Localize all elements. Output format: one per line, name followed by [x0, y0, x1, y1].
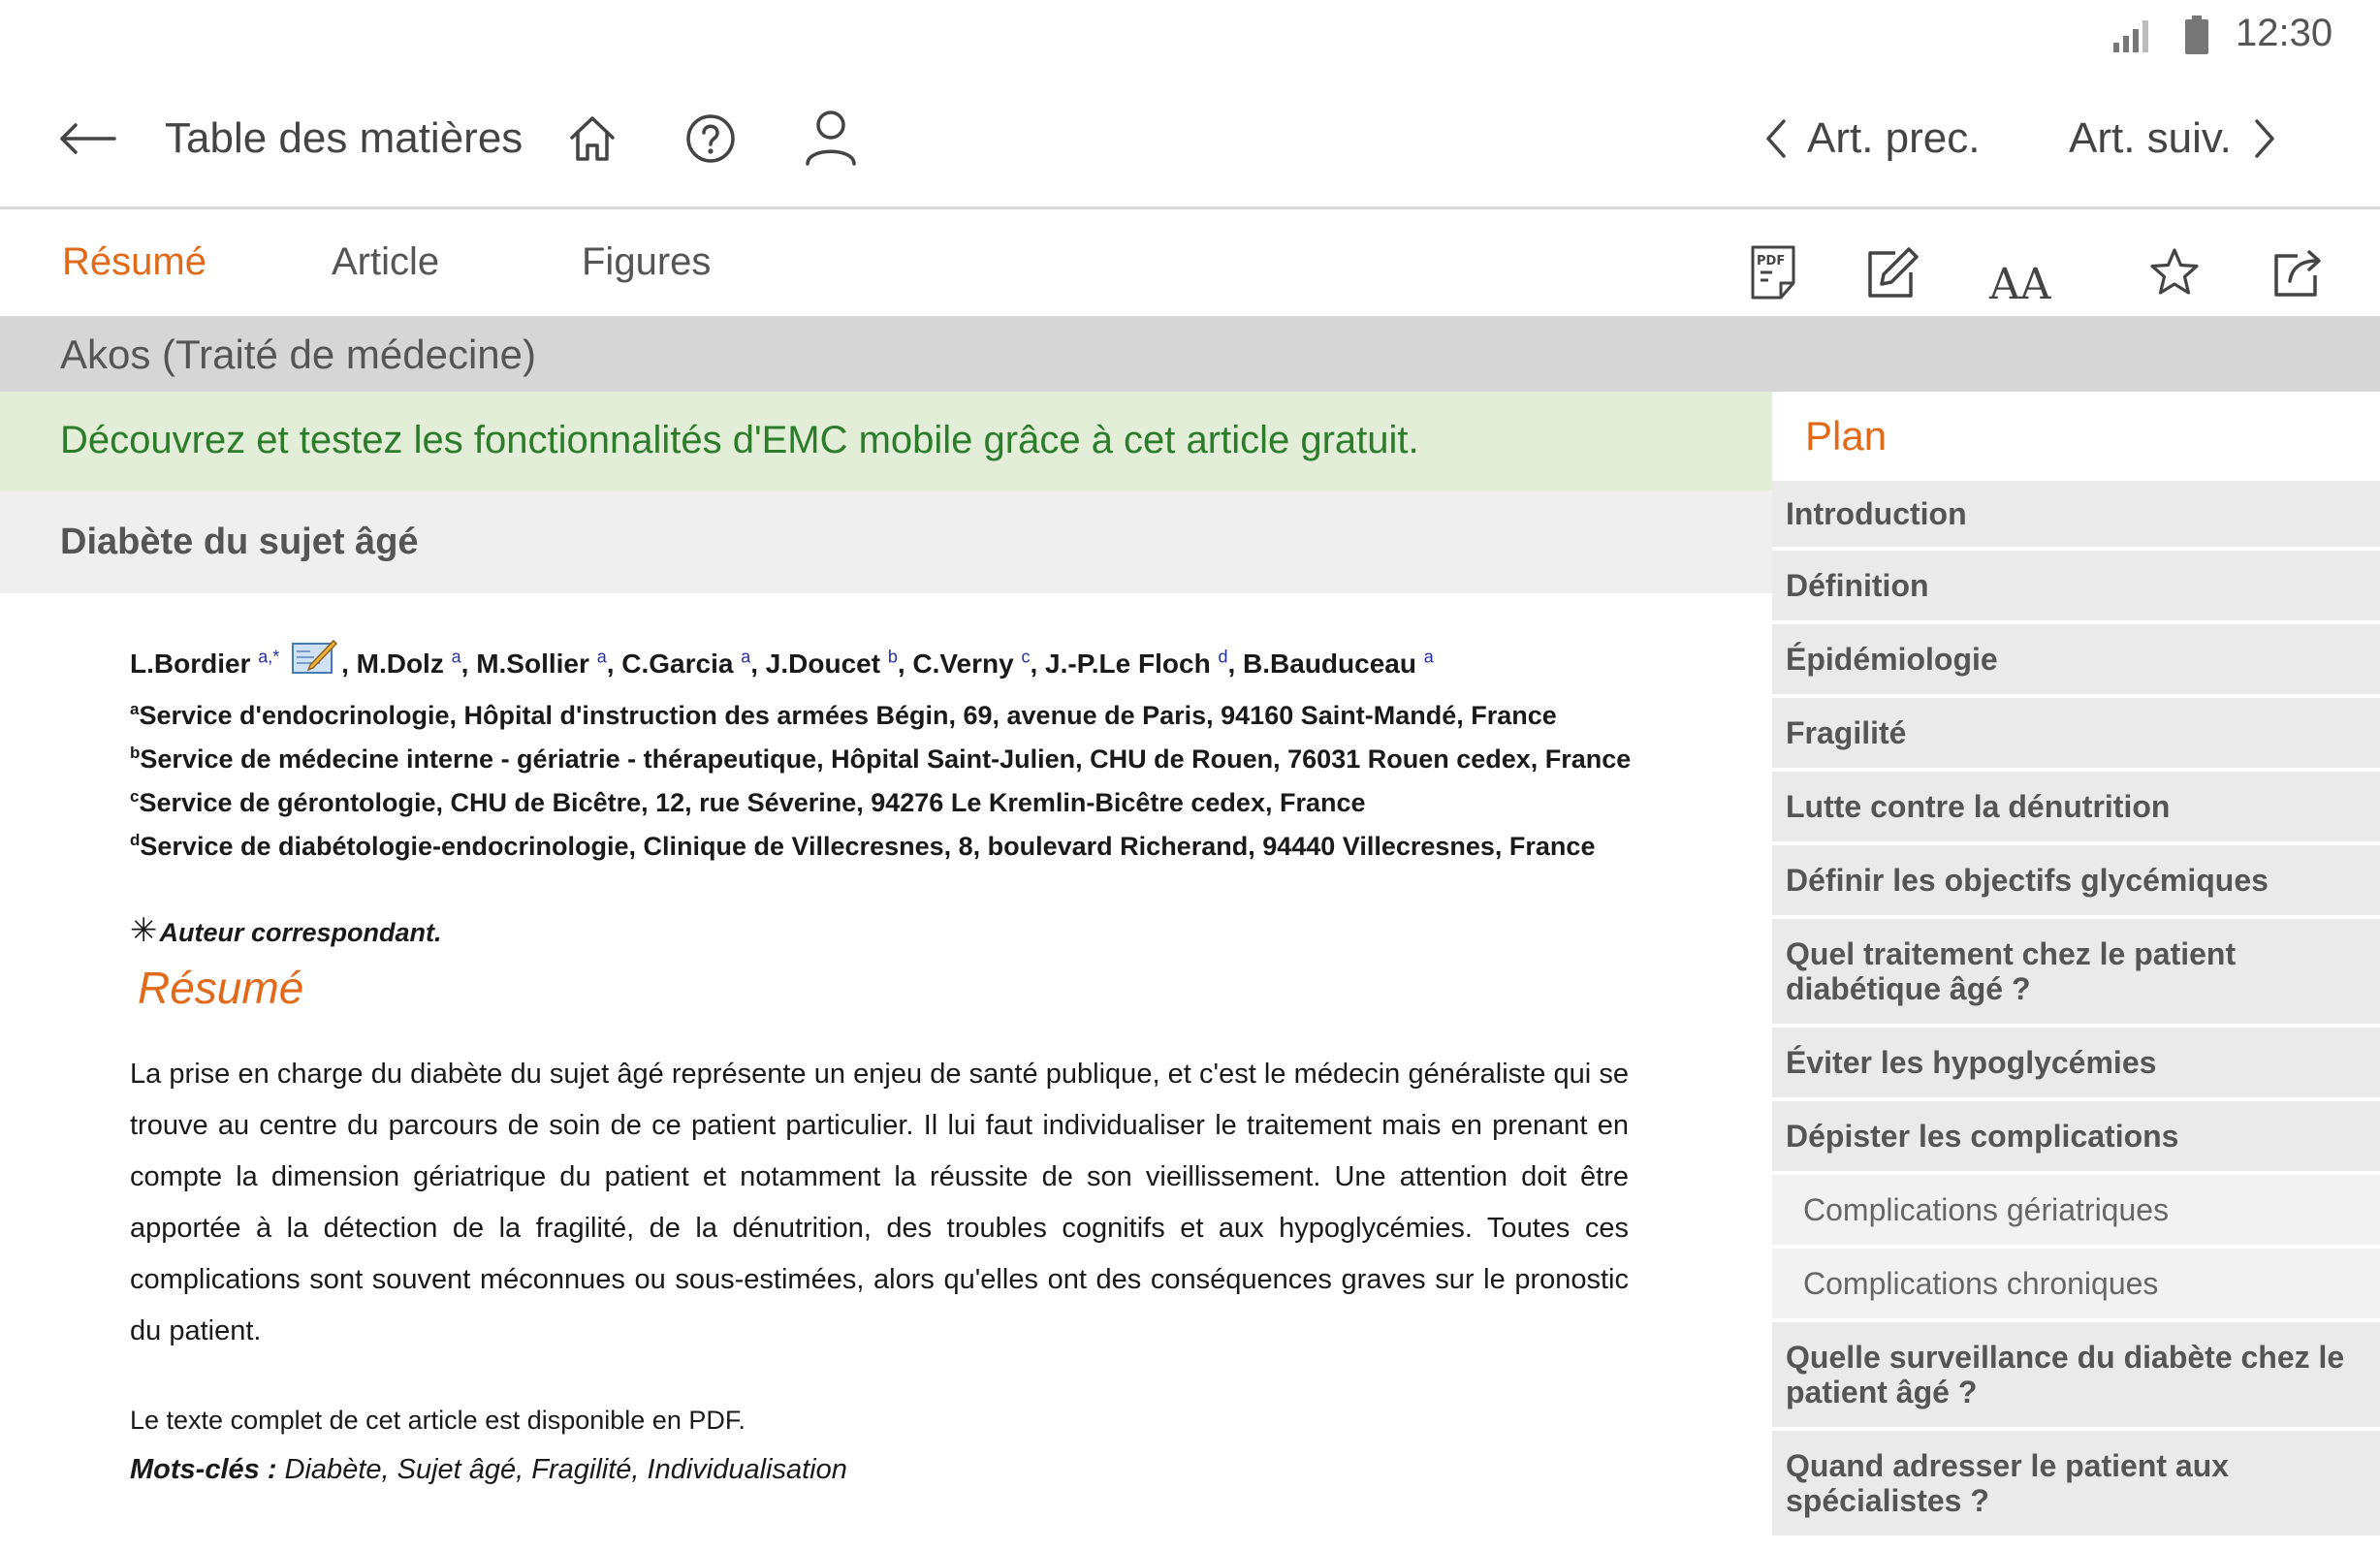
plan-item-specialistes[interactable]: Quand adresser le patient aux spécialistes ? — [1772, 1431, 2380, 1535]
affiliation-b — [130, 744, 1631, 775]
next-article-label: Art. suiv. — [2069, 114, 2232, 162]
font-size-label: AA — [1989, 260, 2051, 306]
back-button[interactable] — [50, 107, 124, 171]
plan-item-complications-geriatriques[interactable]: Complications gériatriques — [1772, 1175, 2380, 1245]
author-name[interactable]: C.Garcia — [621, 649, 734, 679]
plan-item-surveillance[interactable]: Quelle surveillance du diabète chez le patient âgé ? — [1772, 1322, 2380, 1427]
chevron-left-icon — [1764, 117, 1788, 160]
affiliation-key: c — [130, 787, 140, 806]
previous-article-label: Art. prec. — [1807, 114, 1981, 162]
affiliation-a — [130, 700, 1557, 731]
plan-item-objectifs-glycemiques[interactable]: Définir les objectifs glycémiques — [1772, 845, 2380, 915]
plan-item-fragilite[interactable]: Fragilité — [1772, 698, 2380, 768]
author-affiliation: c — [1021, 647, 1031, 667]
keywords — [130, 1454, 847, 1486]
author-affiliation: a — [1423, 647, 1434, 667]
author-corresponding-mark: * — [272, 647, 280, 667]
asterisk-icon: ✳ — [130, 912, 158, 949]
plan-item-hypoglycemies[interactable]: Éviter les hypoglycémies — [1772, 1028, 2380, 1097]
promo-banner — [0, 392, 1772, 491]
share-button[interactable] — [2265, 238, 2332, 306]
tab-bar — [0, 209, 2380, 316]
previous-article-button[interactable] — [1764, 107, 1981, 171]
account-button[interactable] — [797, 103, 865, 173]
author-name[interactable]: C.Verny — [912, 649, 1014, 679]
clock: 12:30 — [2236, 12, 2333, 54]
author-affiliation: a — [741, 647, 751, 667]
keywords-list: Diabète, Sujet âgé, Fragilité, Individualisation — [284, 1454, 847, 1485]
abstract-text: La prise en charge du diabète du sujet âgé représente un enjeu de santé publique, et c'est le médecin généraliste qui se trouve au centre du parcours de soin de ce patient particulier. Il lui faut individualiser le traitement mais en prenant en compte la dimension gériatrique du patient et notamment la réussite de son vieillissement. Une attention doit être apportée à la détection de la fragilité, de la dénutrition, des troubles cognitifs et aux hypoglycémies. Toutes ces complications sont souvent méconnues ou sous-estimées, alors qu'elles ont des conséquences graves sur le pronostic du patient. — [130, 1059, 1629, 1346]
affiliation-c — [130, 787, 1366, 818]
pdf-availability-note: Le texte complet de cet article est disponible en PDF. — [130, 1406, 746, 1435]
affiliation-d — [130, 831, 1595, 862]
plan-title: Plan — [1805, 413, 1888, 459]
author-name[interactable]: J.Doucet — [765, 649, 881, 679]
author-name[interactable]: M.Sollier — [476, 649, 589, 679]
next-article-button[interactable] — [2069, 107, 2276, 171]
annotate-button[interactable] — [1859, 238, 1927, 306]
plan-item-complications-chroniques[interactable]: Complications chroniques — [1772, 1249, 2380, 1318]
plan-sidebar — [1772, 392, 2380, 1551]
table-of-contents-link[interactable]: Table des matières — [165, 114, 524, 162]
star-icon — [2148, 246, 2201, 299]
tab-article[interactable]: Article — [332, 240, 440, 283]
email-icon[interactable] — [291, 638, 337, 675]
battery-icon — [2185, 16, 2208, 54]
help-icon — [685, 113, 736, 164]
author-affiliation: d — [1218, 647, 1228, 667]
affiliation-text: Service d'endocrinologie, Hôpital d'instruction des armées Bégin, 69, avenue de Paris, 94160 Saint-Mandé, France — [139, 701, 1557, 730]
tab-figures[interactable]: Figures — [582, 240, 712, 283]
authors-line: L.Bordier $^{a,*}$ , M.Dolz $^a$, M.Sollier $^a$, C.Garcia $^a$, J.Doucet $^b$, C.Verny $^c$, J.-P.Le Floch $^d$, B.Bauduceau $^a$ — [130, 638, 1434, 680]
plan-item-epidemiologie[interactable]: Épidémiologie — [1772, 624, 2380, 694]
keywords-label: Mots-clés : — [130, 1454, 277, 1485]
author-name[interactable]: M.Dolz — [356, 649, 444, 679]
author-name[interactable]: J.-P.Le Floch — [1045, 649, 1211, 679]
account-icon — [805, 109, 857, 167]
plan-item-traitement[interactable]: Quel traitement chez le patient diabétique âgé ? — [1772, 919, 2380, 1024]
affiliation-key: a — [130, 700, 140, 718]
affiliation-text: Service de médecine interne - gériatrie - thérapeutique, Hôpital Saint-Julien, CHU de Rouen, 76031 Rouen cedex, France — [140, 744, 1632, 774]
pdf-icon — [1749, 244, 1797, 301]
affiliation-text: Service de gérontologie, CHU de Bicêtre, 12, rue Séverine, 94276 Le Kremlin-Bicêtre cedex, France — [139, 788, 1366, 817]
pdf-button[interactable] — [1739, 238, 1807, 306]
author-affiliation: b — [887, 647, 898, 667]
share-icon — [2272, 246, 2325, 299]
article-title-bar — [0, 491, 1772, 593]
arrow-left-icon — [58, 119, 116, 158]
author-name[interactable]: B.Bauduceau — [1243, 649, 1416, 679]
affiliation-text: Service de diabétologie-endocrinologie, Clinique de Villecresnes, 8, boulevard Richerand, 94440 Villecresnes, France — [140, 832, 1596, 861]
journal-bar — [0, 316, 2380, 392]
signal-icon — [2111, 17, 2152, 52]
annotate-icon — [1866, 245, 1920, 300]
help-button[interactable] — [679, 107, 743, 171]
plan-item-denutrition[interactable]: Lutte contre la dénutrition — [1772, 772, 2380, 841]
plan-header — [1772, 392, 2380, 481]
plan-item-complications[interactable]: Dépister les complications — [1772, 1101, 2380, 1171]
status-bar — [0, 0, 2380, 68]
tab-resume[interactable]: Résumé — [62, 240, 206, 283]
app-bar — [0, 68, 2380, 209]
plan-item-introduction[interactable]: Introduction — [1772, 481, 2380, 547]
journal-title: Akos (Traité de médecine) — [60, 332, 536, 377]
author-affiliation: a, — [258, 647, 273, 667]
affiliation-key: d — [130, 831, 141, 849]
promo-text: Découvrez et testez les fonctionnalités d'EMC mobile grâce à cet article gratuit. — [60, 419, 1419, 461]
home-button[interactable] — [560, 107, 624, 171]
home-icon — [568, 114, 617, 163]
author-affiliation: a — [451, 647, 461, 667]
font-size-icon — [1987, 238, 2077, 306]
plan-item-definition[interactable]: Définition — [1772, 551, 2380, 620]
font-size-button[interactable] — [1987, 238, 2077, 306]
corresponding-author-note — [130, 911, 442, 950]
author-affiliation: a — [596, 647, 607, 667]
chevron-right-icon — [2253, 117, 2276, 160]
author-name[interactable]: L.Bordier — [130, 649, 251, 679]
resume-heading: Résumé — [138, 963, 304, 1013]
pdf-icon-text: PDF — [1757, 254, 1786, 269]
corresponding-note-text: Auteur correspondant. — [159, 918, 442, 947]
affiliation-key: b — [130, 744, 141, 762]
article-title: Diabète du sujet âgé — [60, 522, 419, 562]
favorite-button[interactable] — [2141, 238, 2208, 306]
